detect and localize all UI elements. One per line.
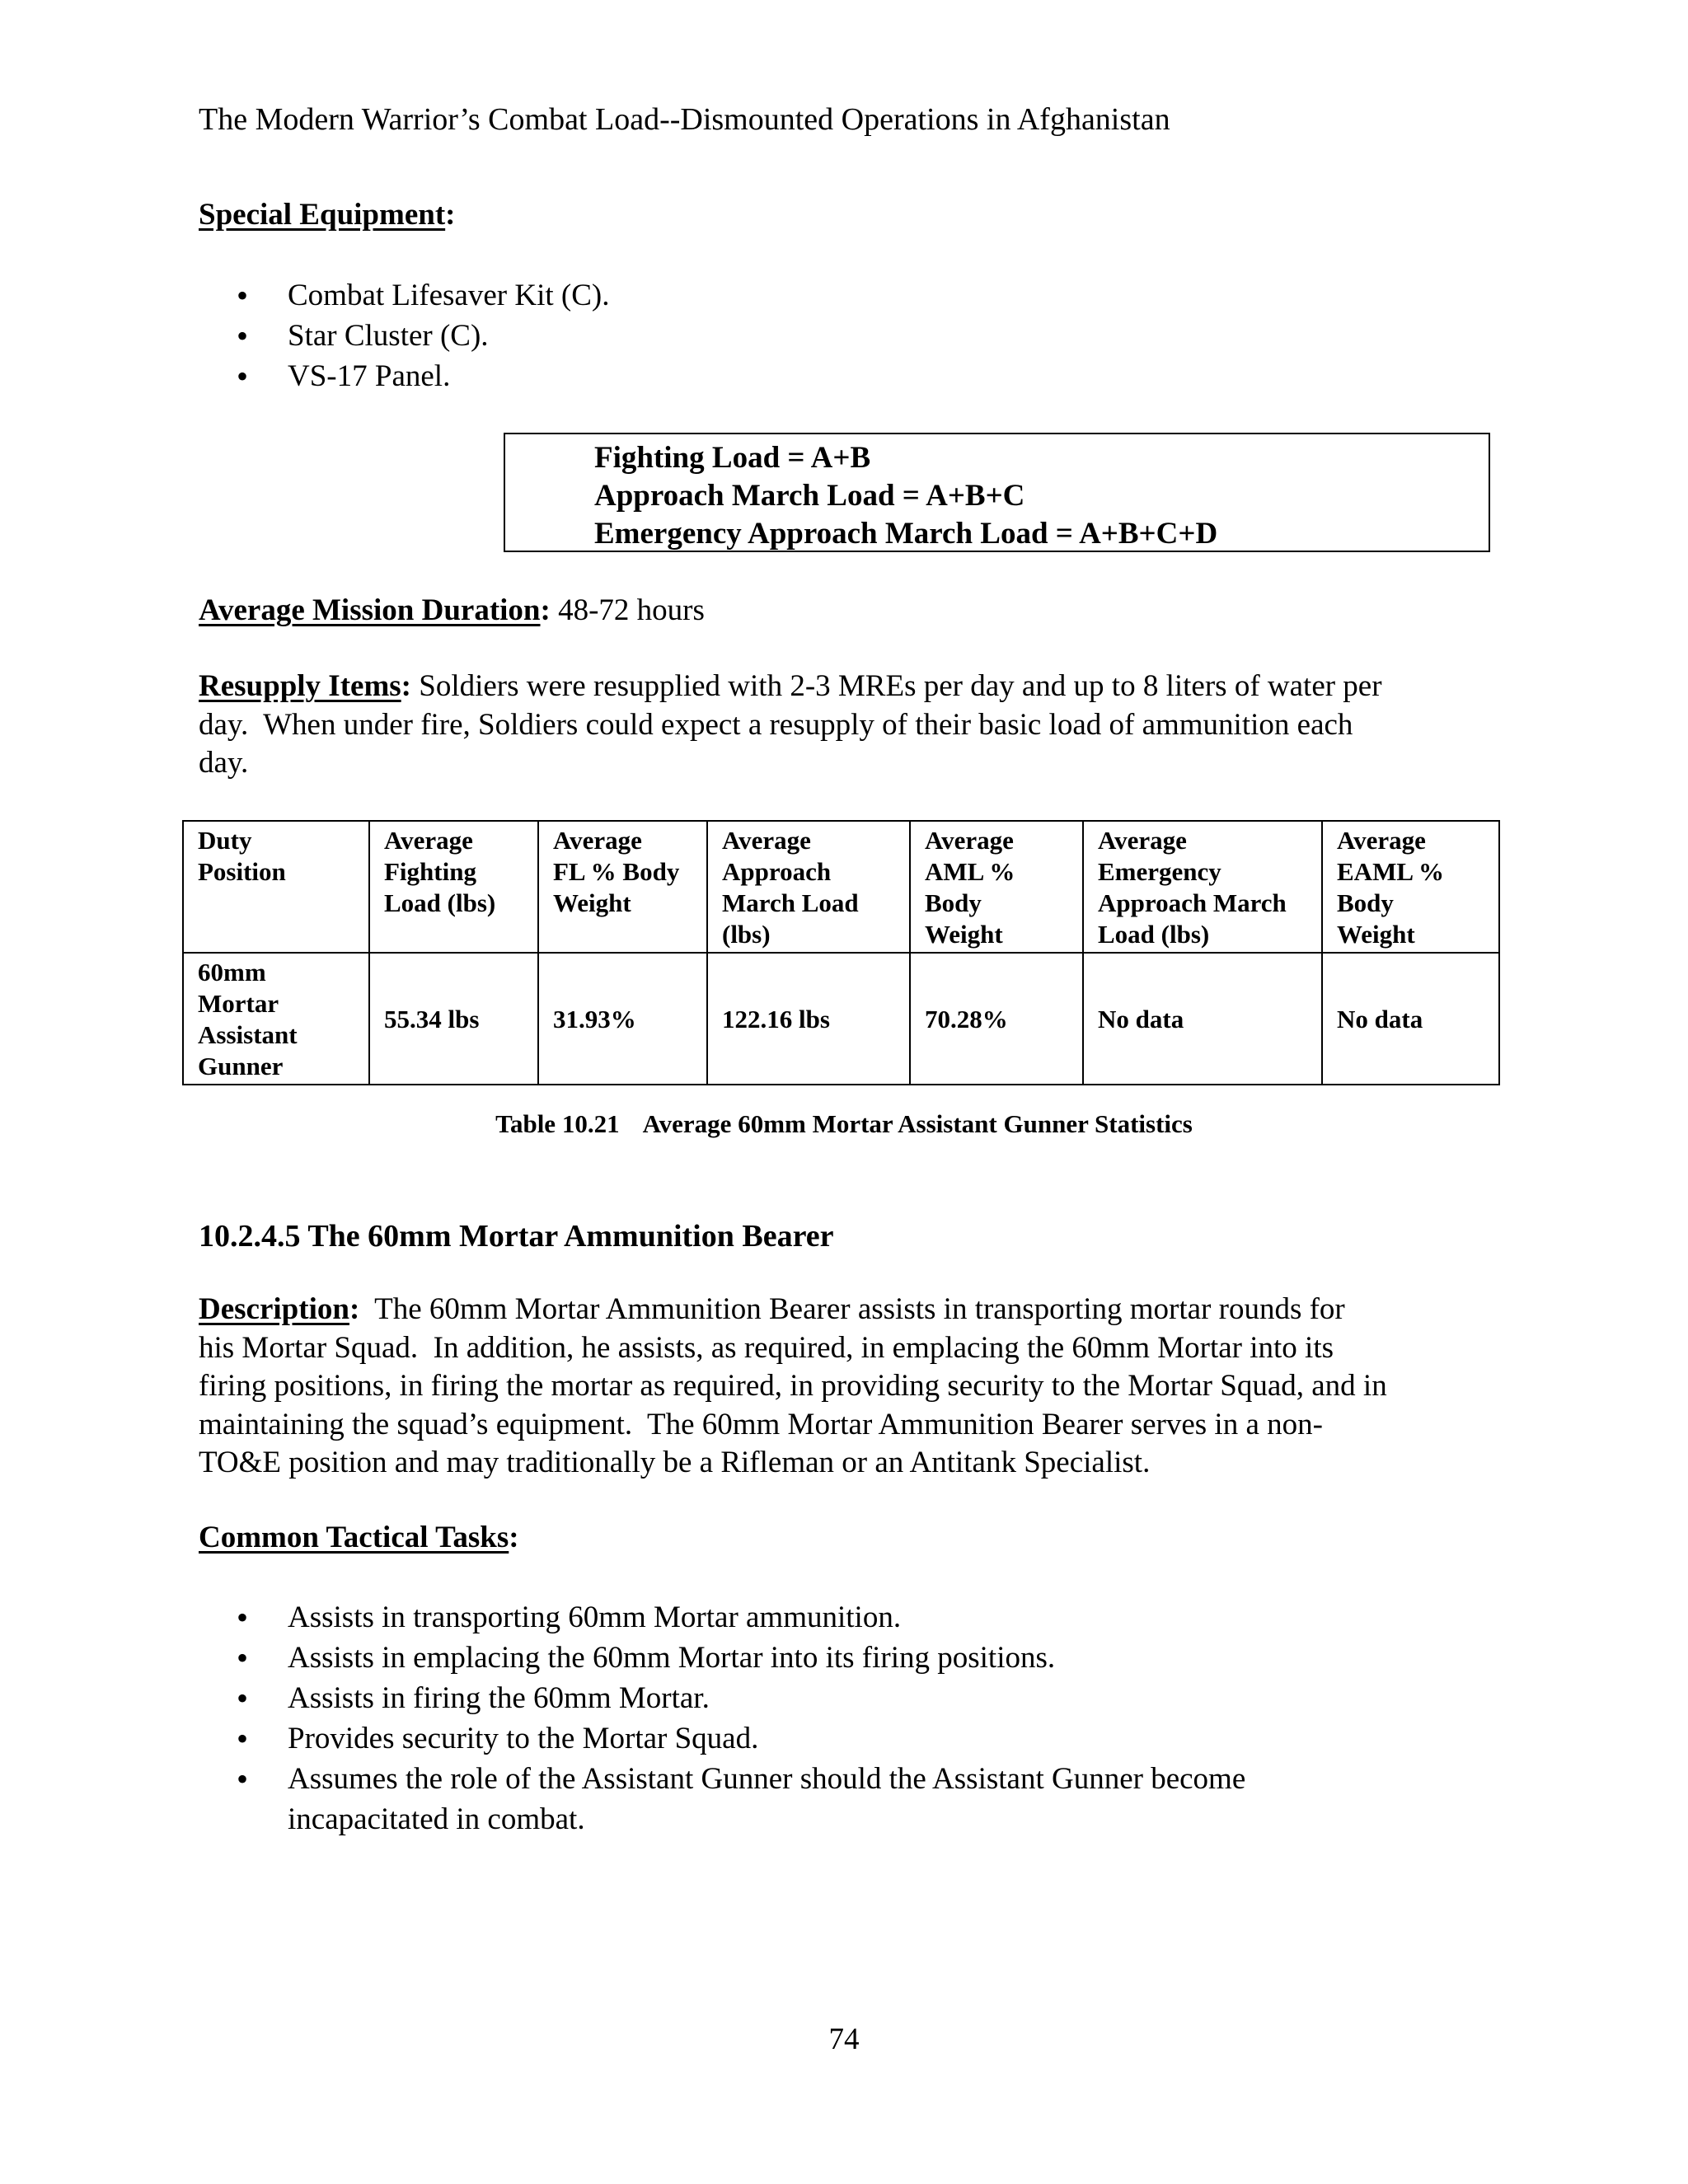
header-avg-aml-pct [910, 821, 1083, 953]
resupply-label: Resupply Items [199, 669, 401, 703]
cell-duty-position [183, 953, 369, 1085]
special-equipment-list [199, 275, 609, 396]
header-line: Position [198, 857, 286, 886]
tactical-tasks-colon: : [509, 1521, 519, 1554]
table-row [183, 953, 1499, 1085]
emergency-approach-march-load-formula: Emergency Approach March Load = A+B+C+D [594, 517, 1218, 551]
list-item: • Combat Lifesaver Kit (C). [199, 275, 609, 316]
statistics-table [182, 820, 1500, 1085]
header-avg-eaml [1083, 821, 1322, 953]
cell-fl-pct: 31.93% [538, 953, 707, 1085]
list-item: • Assists in emplacing the 60mm Mortar into its firing positions. [199, 1638, 1245, 1678]
description-line: maintaining the squad’s equipment. The 60mm Mortar Ammunition Bearer serves in a non- [199, 1407, 1323, 1441]
table-caption-number: Table 10.21 [495, 1109, 620, 1138]
header-duty-position [183, 821, 369, 953]
header-line: Average [384, 826, 473, 855]
running-header: The Modern Warrior’s Combat Load--Dismounted Operations in Afghanistan [199, 102, 1170, 137]
header-line: Average [925, 826, 1014, 855]
tactical-tasks-list [199, 1597, 1245, 1840]
description-label: Description [199, 1292, 349, 1326]
approach-march-load-formula: Approach March Load = A+B+C [594, 479, 1025, 513]
header-line: Load (lbs) [1098, 920, 1210, 949]
table-caption-text: Average 60mm Mortar Assistant Gunner Statistics [642, 1109, 1193, 1138]
list-item: • Assists in transporting 60mm Mortar ammunition. [199, 1597, 1245, 1638]
list-item: • Provides security to the Mortar Squad. [199, 1718, 1245, 1759]
header-line: (lbs) [722, 920, 771, 949]
header-line: Load (lbs) [384, 888, 496, 917]
header-avg-eaml-pct [1322, 821, 1499, 953]
resupply-line: day. [199, 746, 249, 780]
header-line: Weight [1337, 920, 1415, 949]
special-equipment-label: Special Equipment [199, 198, 446, 232]
mission-duration-colon: : [540, 593, 551, 627]
header-line: Body [1337, 888, 1394, 917]
header-line: Average [722, 826, 811, 855]
table-header-row [183, 821, 1499, 953]
resupply-line: day. When under fire, Soldiers could expect a resupply of their basic load of ammunition each [199, 707, 1353, 742]
page-number: 74 [828, 2022, 860, 2056]
header-line: FL % Body [553, 857, 680, 886]
header-line: EAML % [1337, 857, 1445, 886]
header-line: Emergency [1098, 857, 1221, 886]
header-line: Body [925, 888, 982, 917]
header-line: Approach [722, 857, 832, 886]
header-line: Average [1098, 826, 1187, 855]
resupply-paragraph [199, 668, 1382, 783]
list-item-line: incapacitated in combat. [288, 1802, 585, 1836]
header-line: Average [553, 826, 642, 855]
description-colon: : [349, 1292, 360, 1326]
resupply-colon: : [401, 669, 411, 703]
cell-eaml-pct: No data [1322, 953, 1499, 1085]
header-line: Duty [198, 826, 252, 855]
list-item: • Star Cluster (C). [199, 316, 609, 356]
mission-duration-value: 48-72 hours [550, 593, 705, 627]
header-line: Fighting [384, 857, 476, 886]
header-line: Average [1337, 826, 1426, 855]
special-equipment-heading [199, 196, 455, 235]
cell-line: Mortar [198, 989, 279, 1018]
cell-line: Gunner [198, 1052, 284, 1080]
section-heading: 10.2.4.5 The 60mm Mortar Ammunition Bearer [199, 1219, 834, 1254]
header-line: AML % [925, 857, 1015, 886]
table-caption [0, 1108, 1688, 1141]
header-avg-aml [707, 821, 910, 953]
mission-duration [199, 592, 705, 630]
header-line: Approach March [1098, 888, 1287, 917]
cell-aml: 122.16 lbs [707, 953, 910, 1085]
list-item [199, 1759, 1245, 1840]
cell-line: Assistant [198, 1020, 298, 1049]
description-paragraph [199, 1291, 1387, 1483]
resupply-line: Soldiers were resupplied with 2-3 MREs per day and up to 8 liters of water per [411, 669, 1382, 703]
header-line: March Load [722, 888, 859, 917]
list-item: • VS-17 Panel. [199, 356, 609, 396]
cell-line: 60mm [198, 958, 266, 987]
list-item-line: • Assumes the role of the Assistant Gunner should the Assistant Gunner become [288, 1762, 1246, 1796]
mission-duration-label: Average Mission Duration [199, 593, 541, 627]
header-line: Weight [553, 888, 631, 917]
description-line: his Mortar Squad. In addition, he assists, as required, in emplacing the 60mm Mortar into its [199, 1330, 1334, 1365]
cell-fighting-load: 55.34 lbs [369, 953, 538, 1085]
tactical-tasks-heading [199, 1519, 519, 1558]
header-line: Weight [925, 920, 1003, 949]
header-avg-fighting-load [369, 821, 538, 953]
description-line: firing positions, in firing the mortar as required, in providing security to the Mortar Squad, and in [199, 1369, 1387, 1403]
list-item: • Assists in firing the 60mm Mortar. [199, 1678, 1245, 1718]
header-avg-fl-pct [538, 821, 707, 953]
cell-aml-pct: 70.28% [910, 953, 1083, 1085]
load-formula-box [504, 433, 1490, 552]
description-line: The 60mm Mortar Ammunition Bearer assists in transporting mortar rounds for [359, 1292, 1345, 1326]
cell-eaml: No data [1083, 953, 1322, 1085]
tactical-tasks-label: Common Tactical Tasks [199, 1521, 509, 1554]
fighting-load-formula: Fighting Load = A+B [594, 441, 871, 475]
special-equipment-colon: : [445, 198, 456, 232]
description-line: TO&E position and may traditionally be a Rifleman or an Antitank Specialist. [199, 1446, 1151, 1479]
